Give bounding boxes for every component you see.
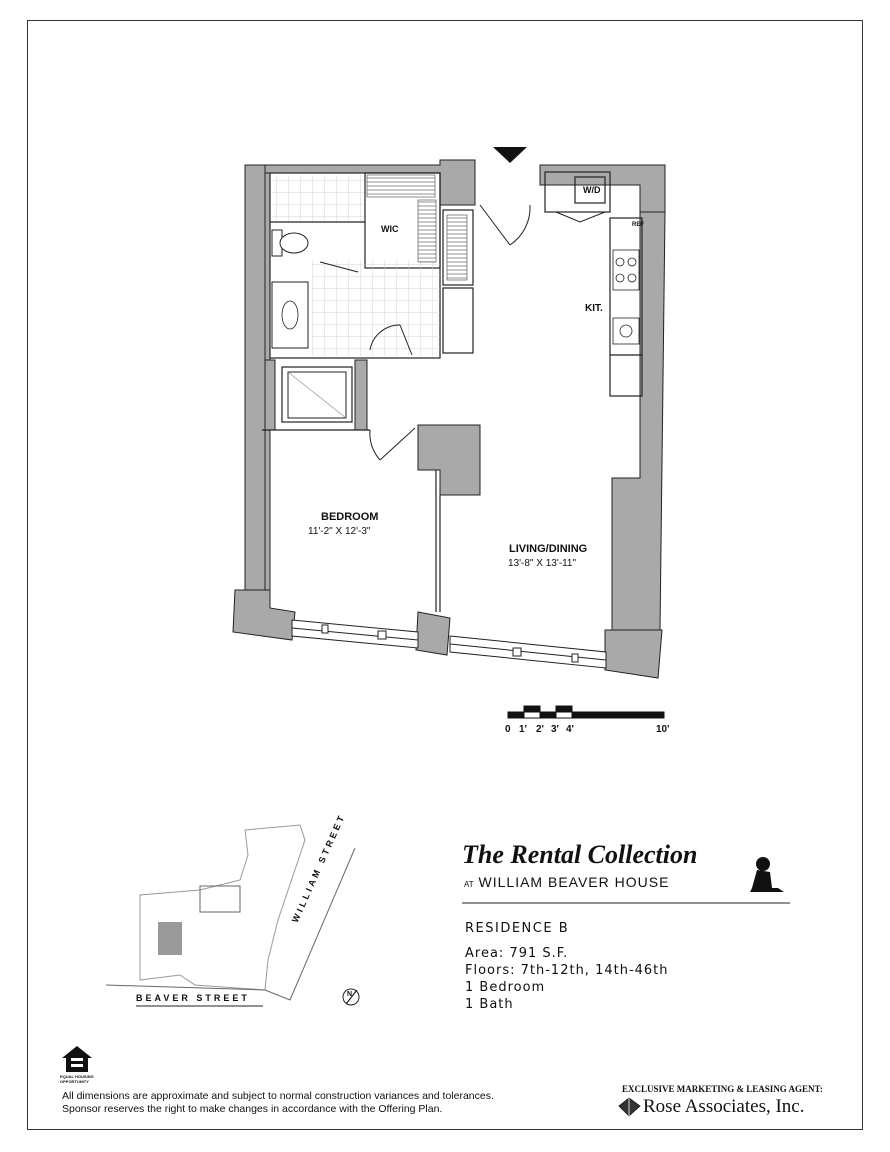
disclaimer-line-2: Sponsor reserves the right to make changes in accordance with the Offering Plan. xyxy=(62,1103,443,1115)
beaver-street-label: BEAVER STREET xyxy=(136,993,250,1003)
residence-floors: Floors: 7th-12th, 14th-46th xyxy=(465,963,669,978)
bath-tile xyxy=(272,175,364,221)
residence-bedrooms: 1 Bedroom xyxy=(465,980,546,995)
wic-shelf-top xyxy=(367,175,435,197)
brand-at: AT xyxy=(464,880,474,889)
vanity xyxy=(272,282,308,348)
bath-floor-tile xyxy=(312,260,440,356)
wic-label: WIC xyxy=(381,224,399,234)
scale-tick-2: 2' xyxy=(536,724,544,735)
wic-shelf-right xyxy=(418,200,436,262)
wd-label: W/D xyxy=(583,185,601,195)
agent-label: EXCLUSIVE MARKETING & LEASING AGENT: xyxy=(622,1084,823,1094)
brand-script-title: The Rental Collection xyxy=(462,840,698,869)
brand-building xyxy=(464,874,669,890)
scale-tick-0: 0 xyxy=(505,724,511,735)
scale-tick-3: 3' xyxy=(551,724,559,735)
living-dining-label: LIVING/DINING xyxy=(509,543,588,555)
equal-housing-label: EQUAL HOUSING OPPORTUNITY xyxy=(60,1074,94,1084)
residence-title: RESIDENCE B xyxy=(465,921,570,936)
mascot-icon xyxy=(750,857,784,892)
rose-logo-icon xyxy=(619,1098,640,1116)
william-street-label: WILLIAM STREET xyxy=(290,811,348,925)
kitchen-label: KIT. xyxy=(585,303,603,314)
residence-baths: 1 Bath xyxy=(465,997,514,1012)
bedroom-label: BEDROOM xyxy=(321,511,379,523)
ref-label: REF xyxy=(632,222,644,228)
key-plan xyxy=(106,825,355,1000)
scale-tick-4: 4' xyxy=(566,724,574,735)
brand-building-name: WILLIAM BEAVER HOUSE xyxy=(478,874,670,890)
residence-area: Area: 791 S.F. xyxy=(465,946,569,961)
scale-tick-1: 1' xyxy=(519,724,527,735)
scale-tick-10: 10' xyxy=(656,724,670,735)
kitchen-appliances xyxy=(613,250,639,344)
bedroom-dimensions: 11'-2" X 12'-3" xyxy=(308,526,371,537)
entry-arrow xyxy=(493,147,527,163)
agent-name: Rose Associates, Inc. xyxy=(643,1096,805,1117)
living-dining-dimensions: 13'-8" X 13'-11" xyxy=(508,558,576,569)
closet-shelf xyxy=(447,215,467,280)
disclaimer-line-1: All dimensions are approximate and subject to normal construction variances and tolerances. xyxy=(62,1090,494,1102)
equal-housing-icon xyxy=(62,1046,92,1072)
toilet-icon xyxy=(272,230,308,256)
scale-bar xyxy=(508,706,664,718)
north-label: N xyxy=(347,991,353,998)
key-plan-unit xyxy=(158,922,182,955)
